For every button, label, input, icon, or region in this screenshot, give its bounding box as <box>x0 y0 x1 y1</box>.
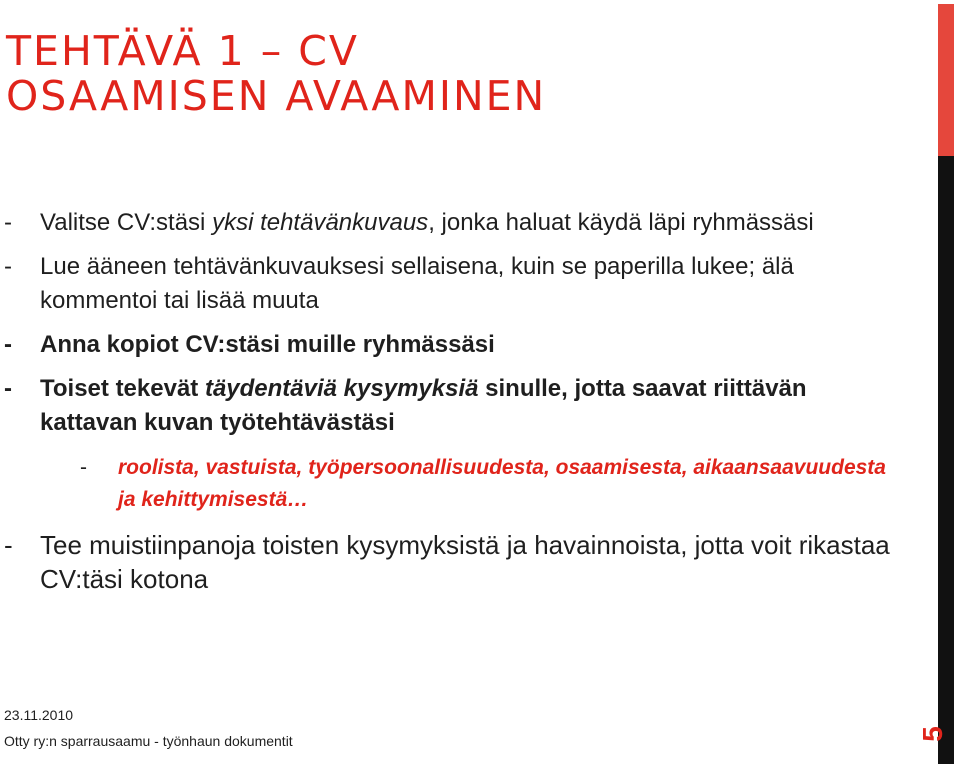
bullet-marker: - <box>4 209 12 236</box>
bullet-text: Lue ääneen tehtävänkuvauksesi sellaisena, kuin se paperilla lukee; älä kommentoi tai lisää muuta <box>40 253 794 314</box>
bullet-text-post: sinulle, jotta saavat riittävän kattavan kuvan työtehtävästäsi <box>40 375 807 436</box>
slide-title-line-1: TEHTÄVÄ 1 – CV <box>6 27 359 75</box>
slide-title-line-2: OSAAMISEN AVAAMINEN <box>6 72 547 120</box>
bullet-item-read-aloud <box>0 250 900 318</box>
decorative-side-bar <box>938 4 954 764</box>
sub-bullet-marker: - <box>80 456 87 479</box>
bullet-marker: - <box>4 253 12 280</box>
bullet-text-emphasis: yksi tehtävänkuvaus <box>212 209 429 236</box>
bullet-text: Anna kopiot CV:stäsi muille ryhmässäsi <box>40 331 495 358</box>
bullet-marker: - <box>4 331 12 358</box>
bullet-item-hand-out-copies <box>0 328 900 362</box>
slide-title <box>6 29 546 119</box>
bullet-item-questions <box>0 372 900 440</box>
bullet-text-emphasis: täydentäviä kysymyksiä <box>204 375 479 402</box>
bullet-marker: - <box>4 530 13 560</box>
bullet-text: Tee muistiinpanoja toisten kysymyksistä ja havainnoista, jotta voit rikastaa CV:täsi kotona <box>40 530 890 594</box>
bullet-item-choose-description <box>0 206 900 240</box>
bullet-text-post: , jonka haluat käydä läpi ryhmässäsi <box>428 209 814 236</box>
footer-source: Otty ry:n sparrausaamu - työnhaun dokumentit <box>4 733 293 749</box>
sub-bullet-text: roolista, vastuista, työpersoonallisuudesta, osaamisesta, aikaansaavuudesta ja kehittymisestä… <box>118 456 886 511</box>
page-number: 5 <box>917 726 948 742</box>
bullet-marker: - <box>4 375 12 402</box>
footer-date: 23.11.2010 <box>4 707 74 723</box>
bullet-item-take-notes <box>0 528 900 596</box>
sub-bullet-topics <box>0 452 900 516</box>
bullet-text-pre: Toiset tekevät <box>40 375 205 402</box>
bullet-list <box>0 206 900 596</box>
bullet-text-pre: Valitse CV:stäsi <box>40 209 213 236</box>
side-bar-accent <box>938 4 954 156</box>
